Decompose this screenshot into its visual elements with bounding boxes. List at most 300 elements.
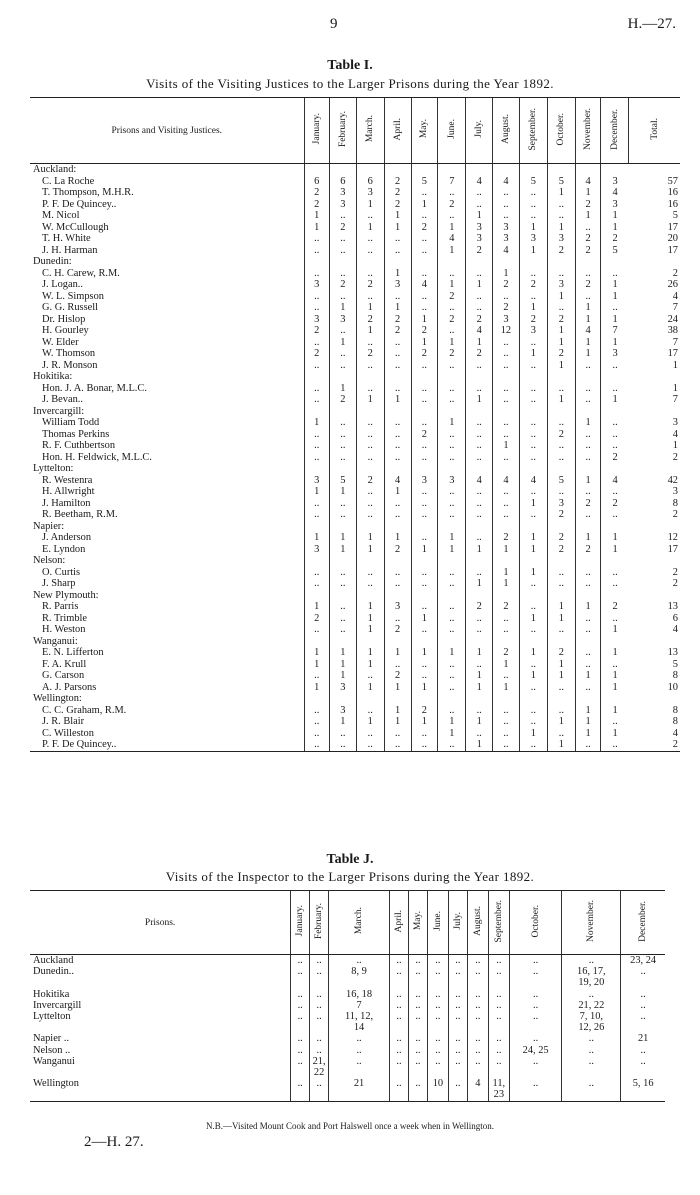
table-cell: .. [438, 705, 466, 717]
table-cell: .. [438, 509, 466, 521]
table-cell: .. [466, 624, 493, 636]
table-cell: 3 [601, 348, 629, 360]
table-cell: 14 [329, 1022, 390, 1033]
table-cell: 2 [575, 245, 600, 257]
table-cell: .. [466, 268, 493, 280]
table-cell: 21 [329, 1078, 390, 1089]
table-cell: .. [304, 268, 329, 280]
table-cell: .. [384, 509, 411, 521]
table-cell: .. [310, 1000, 329, 1011]
table-cell: 2 [547, 647, 575, 659]
table-cell [547, 256, 575, 268]
table-cell: 1 [547, 360, 575, 372]
table-cell: .. [562, 1078, 621, 1089]
table-cell: 2 [547, 532, 575, 544]
table-cell [621, 977, 665, 988]
table-cell: .. [304, 716, 329, 728]
table-cell: 3 [438, 475, 466, 487]
table-cell: 1 [438, 417, 466, 429]
table-row [30, 314, 680, 326]
table-cell: .. [291, 1078, 310, 1089]
table-cell: 1 [466, 544, 493, 556]
table-cell [330, 256, 357, 268]
table-cell: 1 [438, 245, 466, 257]
table-cell: .. [601, 268, 629, 280]
table-cell: 3 [493, 233, 520, 245]
table-cell: .. [547, 578, 575, 590]
table-cell: .. [329, 955, 390, 967]
table-cell: 1 [438, 337, 466, 349]
table-cell: 3 [519, 325, 547, 337]
table-cell [601, 371, 629, 383]
table-cell: .. [291, 1011, 310, 1022]
table-cell: .. [304, 383, 329, 395]
table-cell: 1 [547, 394, 575, 406]
table-cell: 4 [601, 475, 629, 487]
page-number: 9 [330, 16, 338, 32]
row-name: Wanganui [33, 1055, 75, 1067]
table-cell [304, 555, 329, 567]
table-row [30, 475, 680, 487]
table-cell [493, 636, 520, 648]
table-cell: 1 [438, 728, 466, 740]
table-cell: .. [438, 210, 466, 222]
table-cell [601, 521, 629, 533]
table-cell: .. [411, 417, 438, 429]
column-header-label: October. [556, 112, 567, 146]
table-cell: 2 [384, 199, 411, 211]
table-cell: .. [304, 429, 329, 441]
table-cell: 1 [519, 613, 547, 625]
table-cell: .. [330, 601, 357, 613]
table-cell [356, 636, 384, 648]
table-cell: .. [467, 966, 488, 977]
table-cell: .. [330, 210, 357, 222]
table-cell: 4 [467, 1078, 488, 1089]
table-cell: .. [304, 498, 329, 510]
table-cell: 1 [330, 337, 357, 349]
column-header [304, 98, 329, 164]
table-cell [329, 1089, 390, 1101]
table-cell: 1 [519, 222, 547, 234]
table-cell: 2 [466, 314, 493, 326]
table-cell: .. [390, 1078, 409, 1089]
table-cell: .. [466, 509, 493, 521]
table-cell: 10 [427, 1078, 448, 1089]
group-name: Lyttelton: [33, 463, 74, 474]
group-row [30, 406, 680, 418]
table-cell: .. [575, 739, 600, 751]
table-cell: .. [509, 1000, 562, 1011]
table-cell: .. [438, 268, 466, 280]
table-cell: .. [390, 1033, 409, 1044]
group-name: Dunedin: [33, 256, 72, 267]
table-cell: .. [310, 1078, 329, 1089]
table-cell [509, 977, 562, 988]
table-cell: .. [575, 567, 600, 579]
table-cell: .. [575, 440, 600, 452]
table-cell: .. [519, 187, 547, 199]
table-cell [304, 693, 329, 705]
row-name: J. H. Harman [42, 244, 98, 256]
row-name: Dunedin.. [33, 966, 74, 978]
table-cell: .. [330, 360, 357, 372]
group-row [30, 256, 680, 268]
table-cell: .. [330, 509, 357, 521]
table-cell [310, 1022, 329, 1033]
table-cell: 1 [411, 337, 438, 349]
row-name: H. Weston [42, 624, 86, 635]
table-row [30, 199, 680, 211]
table-cell [519, 636, 547, 648]
table-cell [575, 521, 600, 533]
table-cell [466, 521, 493, 533]
table-row [30, 1078, 665, 1089]
table-cell [493, 521, 520, 533]
table-cell [438, 590, 466, 602]
column-header-label: June. [432, 911, 443, 931]
table-cell: .. [330, 440, 357, 452]
table-row [30, 1045, 665, 1056]
group-name: Hokitika: [33, 371, 73, 382]
table-cell: .. [438, 739, 466, 751]
table-cell: 1 [493, 440, 520, 452]
total-cell: 2 [629, 739, 680, 751]
table-cell: 2 [411, 429, 438, 441]
column-header-label: July. [452, 912, 463, 930]
table-cell [356, 555, 384, 567]
table-row [30, 989, 665, 1000]
table-row [30, 544, 680, 556]
table-cell: .. [467, 1000, 488, 1011]
table-cell: 1 [601, 705, 629, 717]
total-cell: 4 [672, 290, 678, 302]
table-cell: .. [356, 268, 384, 280]
table-cell: .. [466, 383, 493, 395]
column-header-label: November. [586, 900, 597, 942]
table-cell [304, 463, 329, 475]
table-cell: .. [575, 268, 600, 280]
table-cell: .. [562, 955, 621, 967]
table-cell: .. [384, 578, 411, 590]
table-cell: .. [466, 360, 493, 372]
total-cell [629, 636, 680, 648]
table-cell: .. [408, 1045, 427, 1056]
table-cell: 3 [330, 705, 357, 717]
table-cell: 1 [601, 314, 629, 326]
total-cell: 2 [672, 267, 678, 279]
table-cell: 1 [601, 682, 629, 694]
table-cell: .. [466, 302, 493, 314]
table-cell: 2 [601, 452, 629, 464]
table-cell [575, 636, 600, 648]
table-cell [411, 555, 438, 567]
table-row [30, 268, 680, 280]
table-cell: 1 [493, 544, 520, 556]
table-cell: .. [493, 210, 520, 222]
table-cell: .. [304, 728, 329, 740]
table-cell: 2 [330, 222, 357, 234]
column-header-label: June. [446, 119, 457, 139]
table-cell: .. [575, 624, 600, 636]
table-cell: .. [466, 187, 493, 199]
column-header-label: November. [583, 108, 594, 150]
table-cell: .. [547, 682, 575, 694]
table-cell: .. [356, 245, 384, 257]
table-cell: 2 [493, 601, 520, 613]
table-cell: .. [519, 624, 547, 636]
table-cell: .. [575, 291, 600, 303]
table-cell: .. [493, 716, 520, 728]
column-header-label: May. [412, 911, 423, 931]
table-cell: 2 [356, 475, 384, 487]
table-cell: .. [390, 1056, 409, 1067]
column-header-label: April. [393, 909, 404, 933]
table-row [30, 624, 680, 636]
table-cell: 2 [575, 498, 600, 510]
table-cell: 2 [304, 325, 329, 337]
column-header [629, 98, 680, 164]
table-cell: 22 [310, 1067, 329, 1078]
row-name: R. Parris [42, 601, 79, 612]
table-cell: .. [438, 567, 466, 579]
table-cell: .. [488, 1056, 509, 1067]
table-cell: .. [384, 659, 411, 671]
total-cell: 57 [667, 175, 678, 187]
table-cell: .. [304, 578, 329, 590]
table-cell: .. [466, 429, 493, 441]
table-cell: .. [356, 383, 384, 395]
table-cell: .. [356, 429, 384, 441]
table-cell: 1 [547, 325, 575, 337]
table-cell: .. [448, 1000, 467, 1011]
table-cell: 3 [493, 222, 520, 234]
table-cell: .. [466, 498, 493, 510]
total-cell [629, 371, 680, 383]
group-name: New Plymouth: [33, 589, 99, 601]
table-cell [411, 256, 438, 268]
table-i-subtitle: Visits of the Visiting Justices to the Larger Prisons during the Year 1892. [146, 76, 554, 91]
table-cell: .. [411, 440, 438, 452]
table-cell: 1 [304, 647, 329, 659]
table-cell: .. [356, 210, 384, 222]
table-row [30, 348, 680, 360]
table-cell: 1 [438, 279, 466, 291]
table-cell [384, 555, 411, 567]
table-cell: 2 [438, 348, 466, 360]
table-cell: .. [330, 417, 357, 429]
row-name: W. L. Simpson [42, 290, 104, 302]
table-cell: 1 [519, 544, 547, 556]
table-cell: .. [519, 199, 547, 211]
table-row [30, 279, 680, 291]
group-row [30, 693, 680, 705]
table-cell: .. [466, 486, 493, 498]
table-cell: .. [330, 452, 357, 464]
table-cell: .. [575, 647, 600, 659]
table-cell: .. [330, 624, 357, 636]
table-cell: 7 [438, 176, 466, 188]
table-cell: 1 [575, 302, 600, 314]
table-cell: 4 [438, 233, 466, 245]
table-row [30, 601, 680, 613]
table-cell: .. [547, 624, 575, 636]
table-cell: .. [547, 452, 575, 464]
table-cell: 1 [304, 659, 329, 671]
table-cell: .. [390, 1045, 409, 1056]
group-name: Napier: [33, 520, 65, 532]
table-cell [466, 555, 493, 567]
table-cell: .. [601, 302, 629, 314]
table-cell: 1 [547, 337, 575, 349]
table-cell: 2 [411, 325, 438, 337]
total-cell: 4 [672, 727, 678, 739]
table-cell: .. [493, 624, 520, 636]
table-cell: .. [384, 383, 411, 395]
table-cell: 1 [384, 302, 411, 314]
total-cell: 8 [672, 497, 678, 509]
table-cell: 1 [547, 222, 575, 234]
table-cell [356, 371, 384, 383]
table-row [30, 291, 680, 303]
total-cell: 5 [672, 658, 678, 670]
table-cell: 1 [601, 291, 629, 303]
table-cell: .. [488, 1045, 509, 1056]
table-cell: .. [467, 989, 488, 1000]
table-cell: .. [547, 383, 575, 395]
table-cell: 3 [493, 314, 520, 326]
table-cell: 1 [384, 222, 411, 234]
table-row [30, 659, 680, 671]
table-cell [390, 977, 409, 988]
row-name: Nelson .. [33, 1044, 71, 1056]
table-cell: .. [356, 452, 384, 464]
table-cell: .. [438, 498, 466, 510]
table-cell: .. [547, 728, 575, 740]
table-cell: .. [448, 1078, 467, 1089]
row-name: J. Bevan.. [42, 394, 83, 405]
table-cell: .. [384, 417, 411, 429]
group-row [30, 555, 680, 567]
row-name: W. McCullough [42, 221, 109, 233]
table-cell: .. [493, 360, 520, 372]
table-cell [384, 371, 411, 383]
table-cell: .. [519, 578, 547, 590]
table-cell: .. [621, 1045, 665, 1056]
table-cell: .. [291, 966, 310, 977]
table-row [30, 417, 680, 429]
table-cell: .. [304, 360, 329, 372]
table-cell [466, 406, 493, 418]
table-cell: .. [448, 989, 467, 1000]
table-cell: .. [438, 429, 466, 441]
table-cell [330, 164, 357, 176]
table-cell: 2 [575, 544, 600, 556]
table-cell: 2 [575, 233, 600, 245]
row-name: Invercargill [33, 999, 82, 1011]
table-cell: 1 [547, 739, 575, 751]
table-cell: .. [575, 682, 600, 694]
table-cell: .. [519, 429, 547, 441]
table-cell: .. [384, 245, 411, 257]
table-cell: 1 [601, 670, 629, 682]
table-row [30, 613, 680, 625]
table-cell: 16, 18 [329, 989, 390, 1000]
column-header [330, 98, 357, 164]
column-header [575, 98, 600, 164]
table-row [30, 1067, 665, 1078]
table-cell: 3 [601, 199, 629, 211]
table-cell: 1 [304, 601, 329, 613]
table-cell: 1 [356, 394, 384, 406]
table-cell: .. [519, 337, 547, 349]
table-cell: 1 [466, 739, 493, 751]
row-name: P. F. De Quincey.. [30, 739, 304, 751]
table-cell: 3 [519, 233, 547, 245]
total-cell: 20 [667, 233, 678, 244]
table-cell [356, 590, 384, 602]
table-cell [427, 1089, 448, 1101]
table-cell: 1 [547, 613, 575, 625]
table-cell: .. [438, 486, 466, 498]
table-row [30, 955, 665, 967]
column-header [547, 98, 575, 164]
row-name: C. La Roche [42, 175, 95, 187]
table-cell: 4 [411, 279, 438, 291]
table-cell: .. [493, 705, 520, 717]
row-name: A. J. Parsons [42, 681, 97, 693]
column-header-name: Prisons and Visiting Justices. [30, 98, 304, 164]
table-row [30, 977, 665, 988]
table-cell: 3 [601, 176, 629, 188]
table-cell: .. [519, 360, 547, 372]
table-cell [411, 636, 438, 648]
footnote: N.B.—Visited Mount Cook and Port Halswell once a week when in Wellington. [205, 1121, 495, 1131]
table-cell: 4 [466, 176, 493, 188]
table-cell: .. [493, 429, 520, 441]
table-cell: .. [390, 1011, 409, 1022]
table-cell [519, 371, 547, 383]
column-header [427, 891, 448, 955]
table-row [30, 394, 680, 406]
total-cell: 16 [667, 198, 678, 210]
table-cell: 2 [438, 314, 466, 326]
table-cell: 3 [330, 314, 357, 326]
table-cell: .. [438, 383, 466, 395]
table-cell [411, 164, 438, 176]
table-cell [466, 463, 493, 475]
table-cell: .. [519, 486, 547, 498]
table-cell: 1 [601, 647, 629, 659]
table-cell [427, 1067, 448, 1078]
table-row [30, 337, 680, 349]
table-cell [356, 406, 384, 418]
table-cell: .. [493, 739, 520, 751]
table-cell: .. [519, 440, 547, 452]
row-name: J. Logan.. [42, 279, 83, 290]
table-cell: 1 [411, 716, 438, 728]
table-cell: .. [519, 705, 547, 717]
total-cell: 24 [667, 313, 678, 325]
table-cell [519, 590, 547, 602]
table-cell: .. [408, 1056, 427, 1067]
table-cell: 1 [575, 210, 600, 222]
table-cell: .. [411, 291, 438, 303]
total-cell: 42 [667, 474, 678, 486]
table-cell: .. [384, 567, 411, 579]
table-cell: .. [384, 233, 411, 245]
table-cell: 2 [330, 394, 357, 406]
